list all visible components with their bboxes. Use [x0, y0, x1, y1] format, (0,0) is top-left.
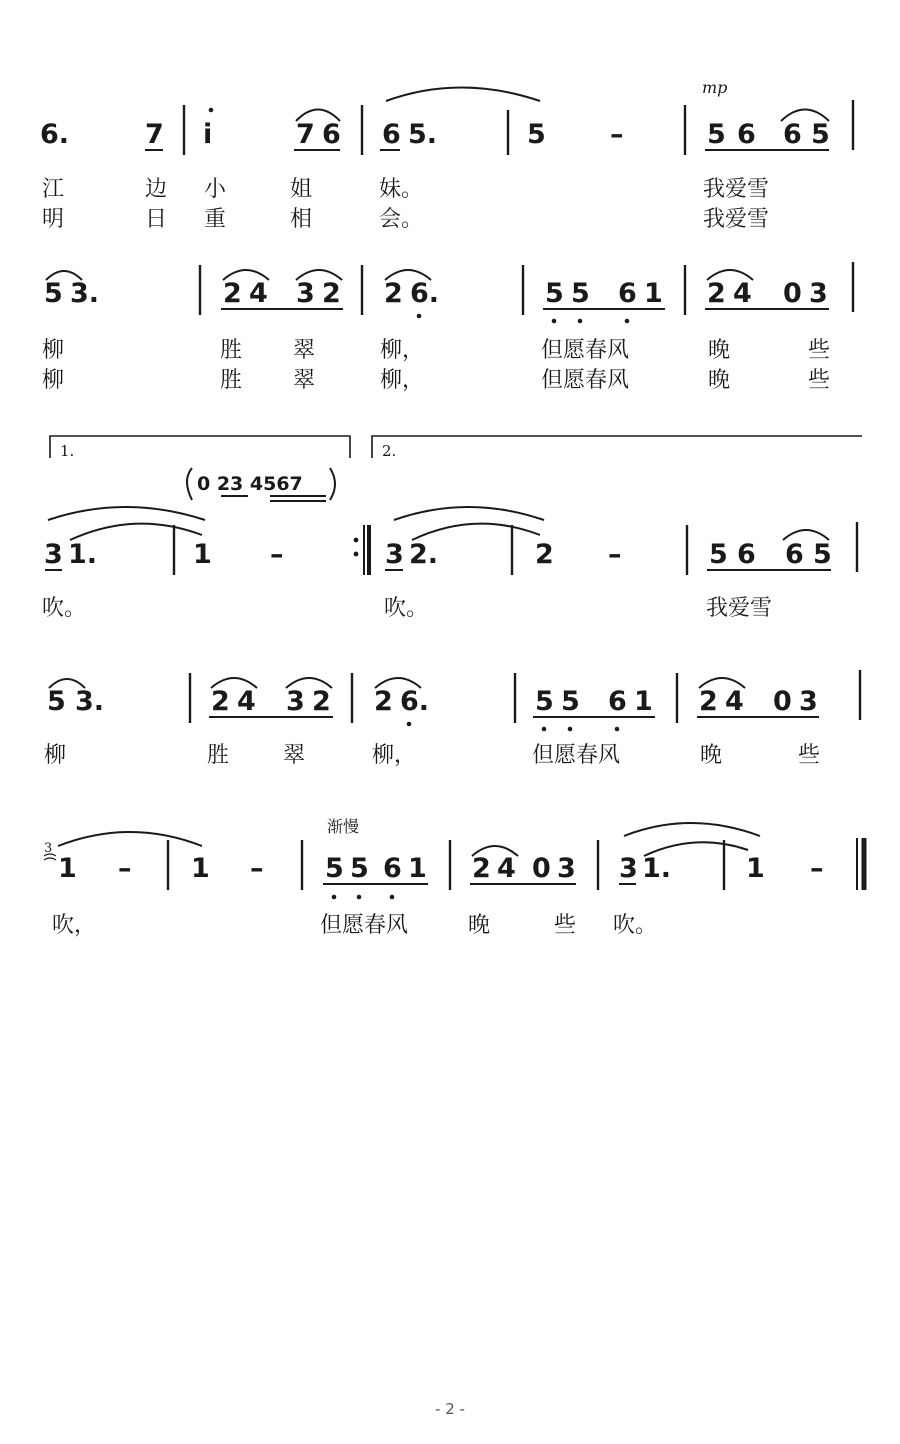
note: 5 — [561, 686, 580, 717]
note: 1 — [644, 278, 663, 309]
note: 3 — [286, 686, 305, 717]
note: 4 — [249, 278, 268, 309]
note: 2 — [312, 686, 331, 717]
note: 3 — [296, 278, 315, 309]
lyric: 些 — [798, 743, 821, 768]
lyric: 我爱雪 — [703, 177, 770, 202]
note: 4 — [237, 686, 256, 717]
note: 6. — [40, 119, 70, 150]
note: 1. — [68, 539, 98, 570]
note: 5 — [813, 539, 832, 570]
note: 5 — [709, 539, 728, 570]
note: i — [203, 119, 213, 150]
first-ending-label: 1. — [60, 442, 75, 460]
note: 1 — [58, 853, 77, 884]
lyric: 重 — [204, 207, 227, 232]
note: 5 — [545, 278, 564, 309]
note: 6 — [737, 119, 756, 150]
lyric: 妹。 — [379, 177, 424, 202]
lyric: 但愿春风 — [541, 338, 630, 363]
note: 2 — [535, 539, 554, 570]
lyric: 我爱雪 — [706, 596, 773, 621]
lyric: 姐 — [290, 177, 313, 202]
note: 6 — [785, 539, 804, 570]
note: 3 — [799, 686, 818, 717]
note: 6 — [618, 278, 637, 309]
lyric: 胜 — [220, 338, 243, 363]
note: 2 — [223, 278, 242, 309]
lyric: 柳 — [44, 743, 67, 768]
lyric: 日 — [145, 207, 168, 232]
lyric: 相 — [290, 207, 313, 232]
note: 0 — [773, 686, 792, 717]
lyric: 但愿春风 — [320, 913, 409, 938]
lyric: 小 — [204, 177, 227, 202]
note: – — [608, 539, 622, 570]
dynamic-mark: mp — [702, 78, 728, 97]
note: 5 — [47, 686, 66, 717]
lyric: 明 — [42, 207, 65, 232]
lyric: 胜 — [220, 368, 243, 393]
note: 1 — [193, 539, 212, 570]
note: 4 — [725, 686, 744, 717]
lyric: 但愿春风 — [532, 743, 621, 768]
note: 1 — [408, 853, 427, 884]
note: 3 — [809, 278, 828, 309]
note: 2 — [699, 686, 718, 717]
note: 3. — [75, 686, 105, 717]
note: 3 — [619, 853, 638, 884]
note: 3 — [385, 539, 404, 570]
note: 2 — [211, 686, 230, 717]
note: 5 — [44, 278, 63, 309]
note: 6. — [410, 278, 440, 309]
note: 4 — [733, 278, 752, 309]
lyric: 些 — [554, 913, 577, 938]
note: 5 — [535, 686, 554, 717]
tempo-marking: 渐慢 — [327, 817, 360, 836]
note: – — [810, 853, 824, 884]
lyric: 翠 — [293, 338, 316, 363]
lyric: 江 — [42, 177, 65, 202]
note: 6 — [322, 119, 341, 150]
second-ending-label: 2. — [382, 442, 397, 460]
note: – — [610, 119, 624, 150]
lyric: 些 — [808, 338, 831, 363]
lyric: 翠 — [293, 368, 316, 393]
note: – — [250, 853, 264, 884]
lyric: 柳， — [380, 338, 425, 363]
note: 6 — [383, 853, 402, 884]
lyric: 吹， — [52, 913, 97, 938]
note: 6 — [608, 686, 627, 717]
note: 3 — [557, 853, 576, 884]
lyric: 胜 — [207, 743, 230, 768]
note: 7 — [296, 119, 315, 150]
page-number: - 2 - — [435, 1400, 465, 1418]
lyric: 晚 — [708, 368, 731, 393]
lyric: 晚 — [468, 913, 491, 938]
note: 6 — [382, 119, 401, 150]
note: 6 — [737, 539, 756, 570]
note: 7 — [145, 119, 164, 150]
score-row-3 — [42, 436, 862, 621]
lyric: 柳， — [372, 743, 417, 768]
lyric: 会。 — [379, 207, 424, 232]
lyric: 但愿春风 — [541, 368, 630, 393]
grace-note: 3 — [44, 841, 53, 856]
note: 6 — [783, 119, 802, 150]
note: 5 — [350, 853, 369, 884]
note: 1. — [642, 853, 672, 884]
note: 5 — [707, 119, 726, 150]
note: 5 — [571, 278, 590, 309]
note: 5 — [527, 119, 546, 150]
lyric: 柳， — [380, 368, 425, 393]
lyric: 晚 — [708, 338, 731, 363]
first-ending-bracket — [50, 436, 350, 458]
note: 2 — [384, 278, 403, 309]
note: – — [270, 539, 284, 570]
note: 5 — [811, 119, 830, 150]
note: 1 — [746, 853, 765, 884]
lyric: 些 — [808, 368, 831, 393]
score-row-1 — [40, 78, 853, 232]
note: 2 — [374, 686, 393, 717]
lyric: 柳 — [42, 338, 65, 363]
score-row-5 — [44, 817, 864, 938]
note: 5 — [325, 853, 344, 884]
score-row-2 — [42, 262, 853, 393]
note: 4 — [497, 853, 516, 884]
note: 2 — [322, 278, 341, 309]
note: 1 — [191, 853, 210, 884]
score-row-4 — [44, 670, 860, 768]
lyric: 吹。 — [384, 596, 429, 621]
note: – — [118, 853, 132, 884]
note: 2. — [409, 539, 439, 570]
grace-notes: 0 23 4567 — [197, 473, 303, 495]
note: 3. — [70, 278, 100, 309]
lyric: 吹。 — [42, 596, 87, 621]
note: 0 — [532, 853, 551, 884]
lyric: 吹。 — [613, 913, 658, 938]
note: 1 — [634, 686, 653, 717]
note: 2 — [472, 853, 491, 884]
note: 2 — [707, 278, 726, 309]
lyric: 柳 — [42, 368, 65, 393]
lyric: 边 — [145, 177, 168, 202]
note: 0 — [783, 278, 802, 309]
note: 6. — [400, 686, 430, 717]
lyric: 晚 — [700, 743, 723, 768]
note: 5. — [408, 119, 438, 150]
second-ending-bracket — [372, 436, 862, 458]
lyric: 我爱雪 — [703, 207, 770, 232]
note: 3 — [44, 539, 63, 570]
lyric: 翠 — [283, 743, 306, 768]
